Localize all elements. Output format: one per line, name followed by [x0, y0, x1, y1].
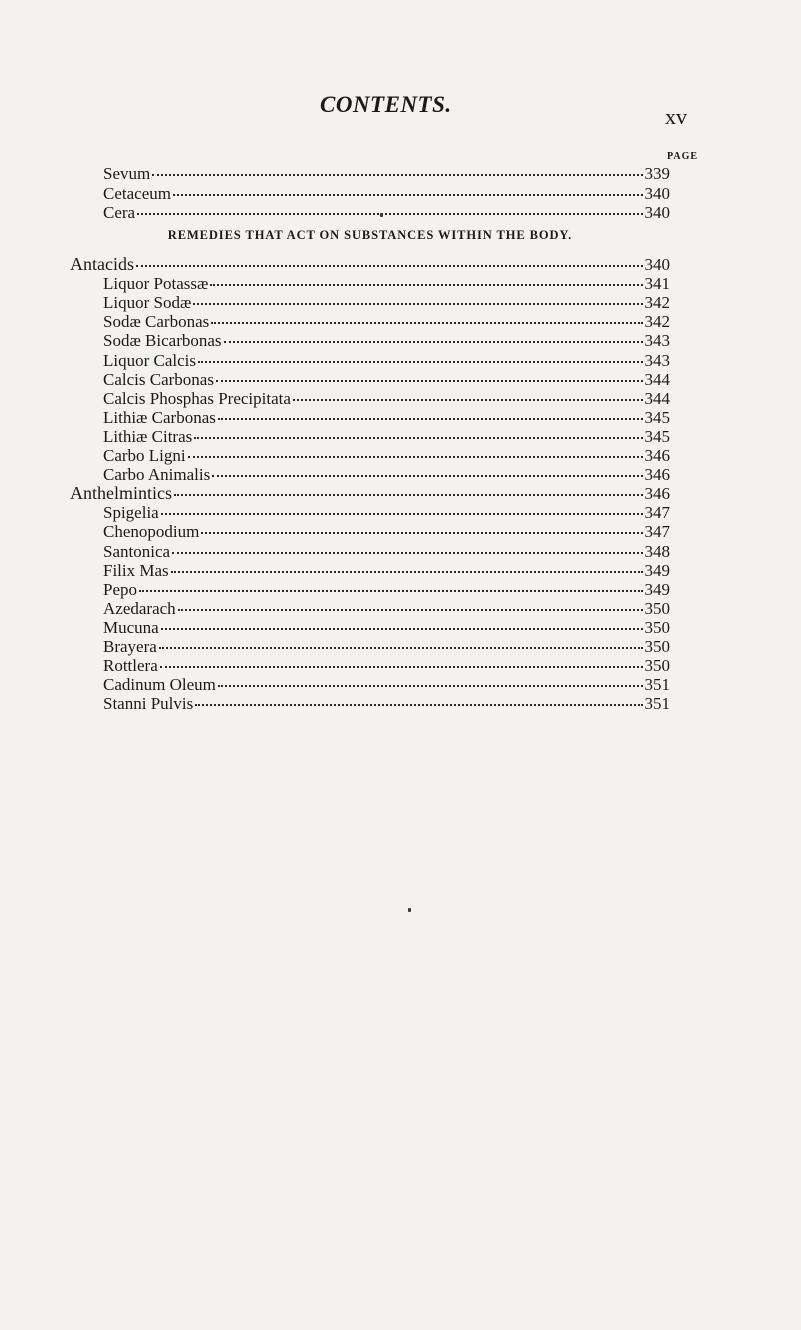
toc-entry [103, 522, 670, 541]
dot-leader [194, 436, 642, 439]
section-heading: REMEDIES THAT ACT ON SUBSTANCES WITHIN THE BODY. [167, 228, 573, 242]
dot-leader [173, 193, 643, 196]
dot-leader [224, 340, 643, 343]
toc-entry [103, 656, 670, 675]
toc-entry [103, 274, 670, 293]
toc-entry [103, 675, 670, 694]
entry-page-number: 346 [644, 484, 670, 504]
entry-label: Sodæ Carbonas [103, 312, 210, 332]
entry-label: Pepo [103, 579, 137, 599]
entry-label: Azedarach [103, 598, 176, 618]
entry-page-number: 350 [644, 617, 670, 637]
dot-leader [172, 551, 642, 554]
entry-label: Liquor Sodæ [103, 293, 192, 313]
dot-leader [198, 360, 642, 363]
entry-page-number: 341 [644, 274, 670, 294]
entry-page-number: 347 [644, 522, 670, 542]
dot-leader [160, 665, 643, 668]
entry-label: Brayera [103, 637, 157, 656]
entry-page-number: 350 [644, 637, 670, 656]
folio: xv [665, 104, 687, 129]
dot-leader [188, 455, 643, 458]
entry-page-number: 351 [644, 675, 670, 695]
dot-leader [212, 474, 642, 477]
entry-label: Rottlera [103, 656, 158, 676]
entry-page-number: 349 [644, 579, 670, 599]
dot-leader [201, 531, 642, 534]
entry-page-number: 348 [644, 541, 670, 561]
entry-label: Calcis Carbonas [103, 369, 214, 389]
ink-speck [380, 213, 383, 217]
dot-leader [193, 302, 642, 305]
toc-entry [103, 331, 670, 350]
dot-leader [218, 417, 643, 420]
toc-entry [103, 408, 670, 427]
entry-label: Lithiæ Carbonas [103, 407, 216, 427]
entry-page-number: 342 [644, 293, 670, 313]
entry-page-number: 340 [644, 255, 670, 274]
dot-leader [174, 493, 643, 496]
entry-label: Filix Mas [103, 560, 169, 580]
entry-page-number: 347 [644, 503, 670, 523]
toc-entry [103, 618, 670, 637]
dot-leader [210, 283, 642, 286]
toc-entry [103, 351, 670, 370]
entry-label: Lithiæ Citras [103, 426, 193, 446]
entry-label: Sevum [103, 164, 151, 183]
entry-label: Antacids [70, 254, 134, 274]
dot-leader [218, 684, 643, 687]
toc-entry [103, 542, 670, 561]
running-title: CONTENTS. [320, 92, 452, 117]
entry-page-number: 346 [644, 446, 670, 465]
toc-entry [103, 599, 670, 618]
entry-page-number: 342 [644, 312, 670, 332]
toc-entry [103, 184, 670, 203]
entry-label: Spigelia [103, 503, 159, 523]
entry-page-number: 349 [644, 560, 670, 580]
toc-entry [103, 164, 670, 183]
toc-entry [103, 503, 670, 522]
entry-page-number: 344 [644, 388, 670, 408]
toc-entry [103, 312, 670, 331]
entry-page-number: 351 [644, 694, 670, 714]
dot-leader [178, 608, 643, 611]
entry-label: Cera [103, 203, 136, 222]
entry-page-number: 350 [644, 598, 670, 618]
running-head [0, 92, 801, 132]
entry-label: Santonica [103, 541, 171, 561]
dot-leader [136, 264, 643, 267]
entry-label: Mucuna [103, 617, 159, 637]
dot-leader [137, 212, 642, 215]
dot-leader [211, 321, 642, 324]
dot-leader [161, 627, 643, 630]
toc-entry [103, 561, 670, 580]
entry-label: Cetaceum [103, 183, 171, 203]
entry-page-number: 343 [644, 331, 670, 351]
entry-page-number: 345 [644, 407, 670, 427]
dot-leader [216, 379, 643, 382]
entry-label: Calcis Phosphas Precipitata [103, 388, 291, 408]
entry-label: Carbo Ligni [103, 446, 186, 465]
entry-page-number: 343 [644, 350, 670, 370]
entry-label: Liquor Calcis [103, 350, 197, 370]
toc-entry [103, 427, 670, 446]
toc-entry [103, 203, 670, 222]
toc-entry [103, 370, 670, 389]
entry-page-number: 350 [644, 656, 670, 676]
entry-label: Cadinum Oleum [103, 675, 216, 695]
toc-entry [103, 694, 670, 713]
entry-page-number: 346 [644, 465, 670, 485]
entry-page-number: 340 [644, 183, 670, 203]
dot-leader [161, 512, 643, 515]
toc-entry [103, 446, 670, 465]
dot-leader [139, 589, 643, 592]
entry-label: Carbo Animalis [103, 465, 211, 485]
dot-leader [293, 398, 643, 401]
entry-label: Stanni Pulvis [103, 694, 194, 714]
entry-label: Liquor Potassæ [103, 274, 209, 294]
dot-leader [195, 703, 642, 706]
entry-page-number: 344 [644, 369, 670, 389]
ink-speck [408, 908, 411, 912]
toc-entry [103, 389, 670, 408]
dot-leader [159, 646, 643, 649]
toc-heading-entry [70, 255, 670, 274]
toc-entry [103, 637, 670, 656]
toc-heading-entry [70, 484, 670, 503]
entry-page-number: 339 [644, 164, 670, 183]
toc-entry [103, 293, 670, 312]
entry-label: Chenopodium [103, 522, 200, 542]
entry-page-number: 345 [644, 426, 670, 446]
entry-page-number: 340 [644, 203, 670, 222]
toc-entry [103, 465, 670, 484]
dot-leader [171, 570, 643, 573]
entry-label: Anthelmintics [70, 483, 172, 504]
toc-entry [103, 580, 670, 599]
entry-label: Sodæ Bicarbonas [103, 331, 222, 351]
dot-leader [152, 173, 642, 176]
page-column-label: PAGE [667, 151, 699, 162]
